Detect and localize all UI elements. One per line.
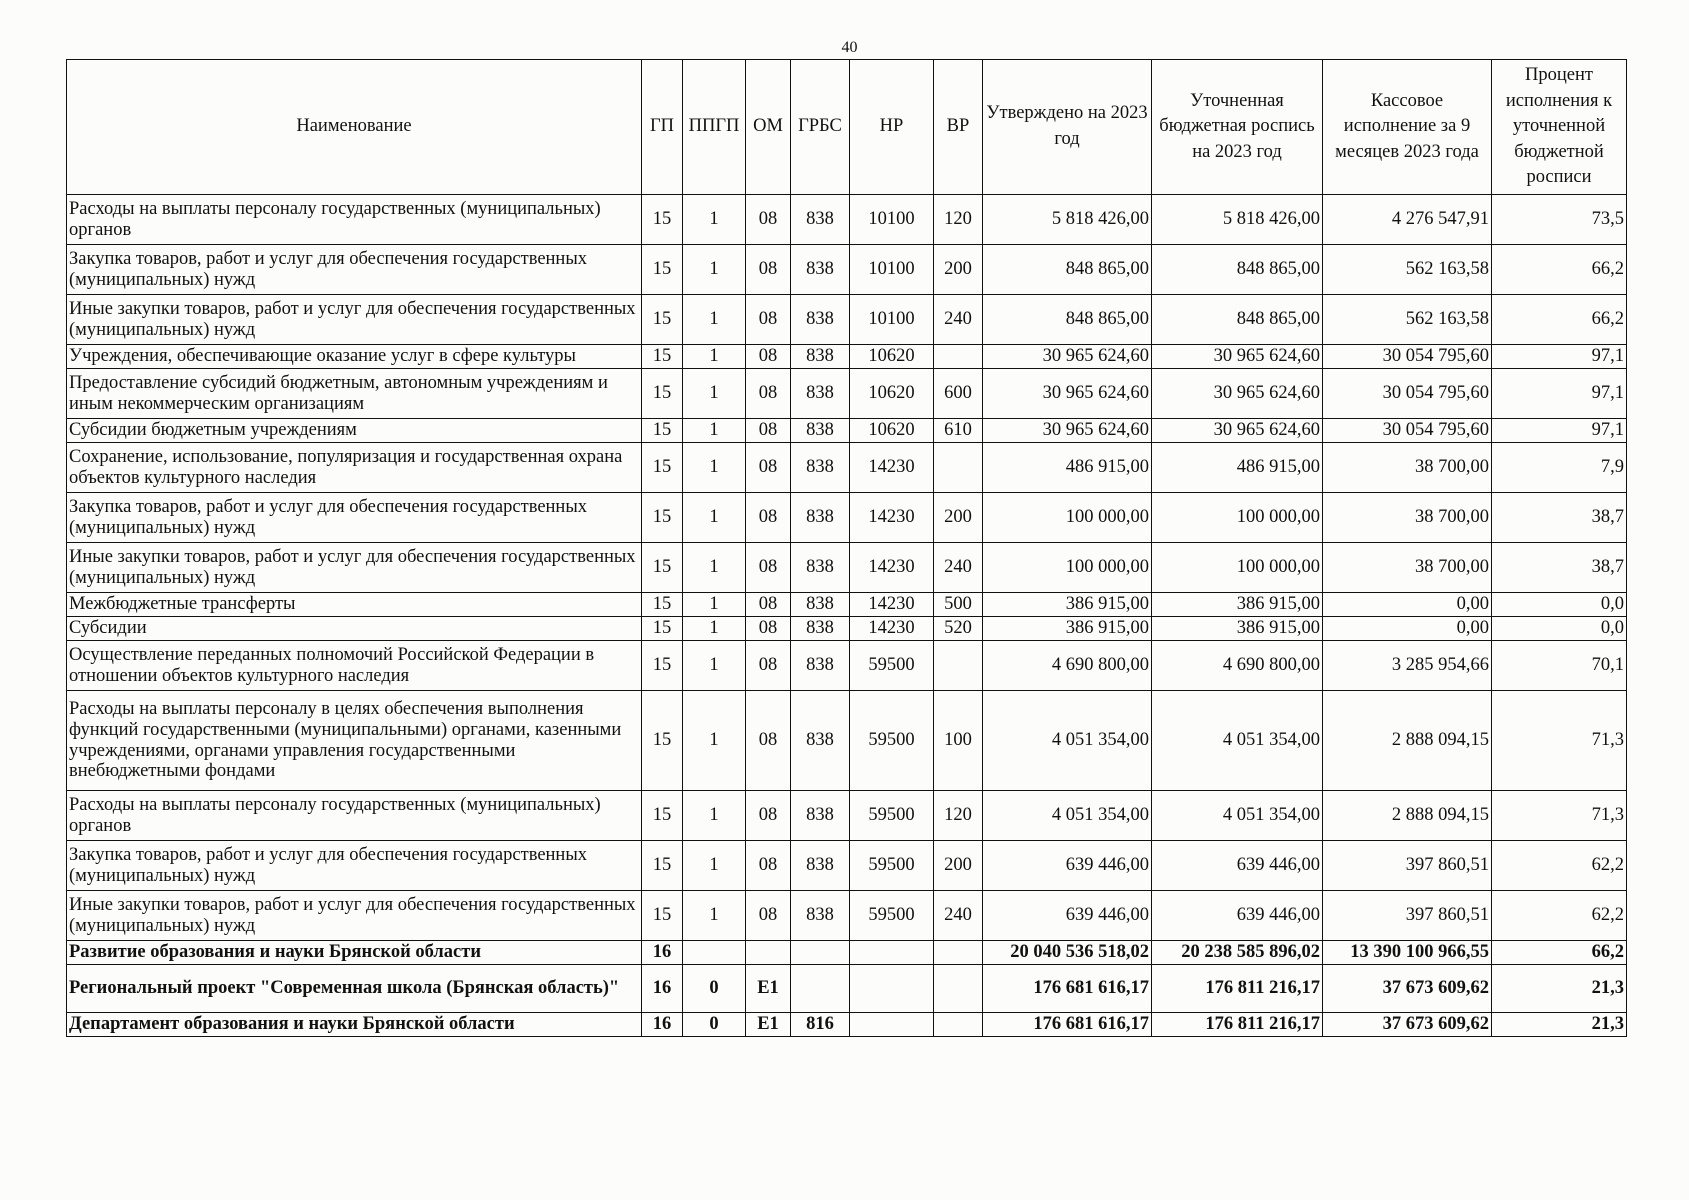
header-gp: ГП: [642, 60, 683, 195]
row-executed: 38 700,00: [1323, 543, 1492, 593]
row-approved: 5 818 426,00: [983, 195, 1152, 245]
header-vr: ВР: [934, 60, 983, 195]
table-row: [67, 641, 1627, 691]
row-gp: 15: [642, 891, 683, 941]
row-grbs: 838: [791, 245, 850, 295]
row-grbs: 838: [791, 617, 850, 641]
row-approved: 176 681 616,17: [983, 1013, 1152, 1037]
row-executed: 38 700,00: [1323, 493, 1492, 543]
row-refined: 100 000,00: [1152, 493, 1323, 543]
row-gp: 15: [642, 617, 683, 641]
row-ppgp: 1: [683, 195, 746, 245]
row-name: Развитие образования и науки Брянской области: [67, 941, 642, 965]
row-grbs: 838: [791, 891, 850, 941]
row-name: Департамент образования и науки Брянской области: [67, 1013, 642, 1037]
row-ppgp: 1: [683, 245, 746, 295]
row-name: Межбюджетные трансферты: [67, 593, 642, 617]
row-refined: 176 811 216,17: [1152, 1013, 1323, 1037]
row-ppgp: 1: [683, 419, 746, 443]
row-gp: 15: [642, 419, 683, 443]
row-grbs: 838: [791, 369, 850, 419]
row-grbs: 838: [791, 419, 850, 443]
row-name: Закупка товаров, работ и услуг для обеспечения государственных (муниципальных) нужд: [67, 841, 642, 891]
row-approved: 4 051 354,00: [983, 691, 1152, 791]
row-name: Закупка товаров, работ и услуг для обеспечения государственных (муниципальных) нужд: [67, 493, 642, 543]
row-om: 08: [746, 543, 791, 593]
table-row: [67, 369, 1627, 419]
row-vr: 200: [934, 841, 983, 891]
header-executed: Кассовое исполнение за 9 месяцев 2023 года: [1323, 60, 1492, 195]
row-om: 08: [746, 641, 791, 691]
row-nr: 59500: [850, 891, 934, 941]
row-nr: 10620: [850, 419, 934, 443]
row-om: 08: [746, 295, 791, 345]
row-vr: 610: [934, 419, 983, 443]
row-percent: 7,9: [1492, 443, 1627, 493]
row-name: Осуществление переданных полномочий Российской Федерации в отношении объектов культурного наследия: [67, 641, 642, 691]
row-name: Иные закупки товаров, работ и услуг для обеспечения государственных (муниципальных) нужд: [67, 295, 642, 345]
row-nr: 10100: [850, 195, 934, 245]
row-refined: 639 446,00: [1152, 841, 1323, 891]
row-ppgp: 1: [683, 345, 746, 369]
row-refined: 386 915,00: [1152, 593, 1323, 617]
header-om: ОМ: [746, 60, 791, 195]
row-grbs: 838: [791, 593, 850, 617]
row-om: 08: [746, 345, 791, 369]
row-percent: 21,3: [1492, 965, 1627, 1013]
row-om: 08: [746, 841, 791, 891]
row-name: Предоставление субсидий бюджетным, автономным учреждениям и иным некоммерческим организациям: [67, 369, 642, 419]
row-refined: 848 865,00: [1152, 295, 1323, 345]
table-row: [67, 245, 1627, 295]
row-executed: 2 888 094,15: [1323, 691, 1492, 791]
header-ppgp: ППГП: [683, 60, 746, 195]
table-row: [67, 493, 1627, 543]
row-refined: 4 051 354,00: [1152, 691, 1323, 791]
table-row: [67, 965, 1627, 1013]
row-om: 08: [746, 791, 791, 841]
row-om: E1: [746, 965, 791, 1013]
row-ppgp: 1: [683, 891, 746, 941]
row-gp: 15: [642, 295, 683, 345]
row-om: 08: [746, 891, 791, 941]
row-vr: [934, 1013, 983, 1037]
row-vr: 520: [934, 617, 983, 641]
row-ppgp: 1: [683, 593, 746, 617]
row-vr: 240: [934, 891, 983, 941]
row-grbs: 838: [791, 691, 850, 791]
row-grbs: 838: [791, 641, 850, 691]
table-row: [67, 617, 1627, 641]
row-om: 08: [746, 593, 791, 617]
row-grbs: 838: [791, 195, 850, 245]
row-percent: 97,1: [1492, 419, 1627, 443]
row-name: Расходы на выплаты персоналу государственных (муниципальных) органов: [67, 195, 642, 245]
row-vr: 120: [934, 195, 983, 245]
row-approved: 486 915,00: [983, 443, 1152, 493]
row-om: 08: [746, 369, 791, 419]
row-approved: 639 446,00: [983, 891, 1152, 941]
header-approved: Утверждено на 2023 год: [983, 60, 1152, 195]
row-gp: 15: [642, 593, 683, 617]
row-executed: 37 673 609,62: [1323, 965, 1492, 1013]
row-approved: 176 681 616,17: [983, 965, 1152, 1013]
row-om: 08: [746, 419, 791, 443]
row-vr: 600: [934, 369, 983, 419]
row-executed: 0,00: [1323, 593, 1492, 617]
table-row: [67, 543, 1627, 593]
row-gp: 15: [642, 841, 683, 891]
row-gp: 15: [642, 791, 683, 841]
row-grbs: 838: [791, 443, 850, 493]
row-refined: 20 238 585 896,02: [1152, 941, 1323, 965]
row-gp: 16: [642, 1013, 683, 1037]
row-nr: 59500: [850, 691, 934, 791]
row-executed: 30 054 795,60: [1323, 419, 1492, 443]
row-ppgp: 1: [683, 791, 746, 841]
row-grbs: 838: [791, 543, 850, 593]
row-om: 08: [746, 691, 791, 791]
row-percent: 66,2: [1492, 245, 1627, 295]
row-percent: 66,2: [1492, 941, 1627, 965]
row-nr: 14230: [850, 617, 934, 641]
row-nr: 14230: [850, 543, 934, 593]
row-nr: 10100: [850, 245, 934, 295]
row-percent: 73,5: [1492, 195, 1627, 245]
row-om: 08: [746, 443, 791, 493]
row-vr: 240: [934, 295, 983, 345]
row-executed: 38 700,00: [1323, 443, 1492, 493]
row-executed: 397 860,51: [1323, 891, 1492, 941]
row-percent: 66,2: [1492, 295, 1627, 345]
row-executed: 30 054 795,60: [1323, 369, 1492, 419]
table-row: [67, 1013, 1627, 1037]
row-vr: [934, 941, 983, 965]
row-gp: 15: [642, 443, 683, 493]
row-vr: [934, 345, 983, 369]
row-refined: 30 965 624,60: [1152, 419, 1323, 443]
row-gp: 16: [642, 941, 683, 965]
row-grbs: 838: [791, 841, 850, 891]
row-approved: 848 865,00: [983, 295, 1152, 345]
table-row: [67, 941, 1627, 965]
row-name: Субсидии: [67, 617, 642, 641]
table-row: [67, 891, 1627, 941]
row-name: Закупка товаров, работ и услуг для обеспечения государственных (муниципальных) нужд: [67, 245, 642, 295]
row-approved: 386 915,00: [983, 593, 1152, 617]
row-executed: 397 860,51: [1323, 841, 1492, 891]
row-name: Иные закупки товаров, работ и услуг для обеспечения государственных (муниципальных) нужд: [67, 891, 642, 941]
row-ppgp: 1: [683, 493, 746, 543]
row-percent: 62,2: [1492, 841, 1627, 891]
row-refined: 639 446,00: [1152, 891, 1323, 941]
header-nr: НР: [850, 60, 934, 195]
row-vr: 500: [934, 593, 983, 617]
table-row: [67, 691, 1627, 791]
header-grbs: ГРБС: [791, 60, 850, 195]
budget-table: [66, 59, 1627, 1037]
row-grbs: 816: [791, 1013, 850, 1037]
row-executed: 0,00: [1323, 617, 1492, 641]
row-approved: 100 000,00: [983, 543, 1152, 593]
row-nr: 59500: [850, 641, 934, 691]
row-percent: 97,1: [1492, 369, 1627, 419]
row-percent: 70,1: [1492, 641, 1627, 691]
row-om: 08: [746, 493, 791, 543]
row-nr: [850, 941, 934, 965]
row-approved: 20 040 536 518,02: [983, 941, 1152, 965]
row-executed: 30 054 795,60: [1323, 345, 1492, 369]
table-row: [67, 295, 1627, 345]
row-nr: 10620: [850, 345, 934, 369]
row-executed: 37 673 609,62: [1323, 1013, 1492, 1037]
row-refined: 4 690 800,00: [1152, 641, 1323, 691]
row-gp: 16: [642, 965, 683, 1013]
table-row: [67, 791, 1627, 841]
row-vr: [934, 965, 983, 1013]
row-nr: 14230: [850, 443, 934, 493]
row-approved: 30 965 624,60: [983, 345, 1152, 369]
row-refined: 4 051 354,00: [1152, 791, 1323, 841]
row-approved: 30 965 624,60: [983, 369, 1152, 419]
row-om: 08: [746, 245, 791, 295]
row-om: [746, 941, 791, 965]
header-percent: Процент исполнения к уточненной бюджетной росписи: [1492, 60, 1627, 195]
row-executed: 2 888 094,15: [1323, 791, 1492, 841]
header-refined: Уточненная бюджетная роспись на 2023 год: [1152, 60, 1323, 195]
row-grbs: 838: [791, 493, 850, 543]
row-nr: 59500: [850, 841, 934, 891]
row-om: 08: [746, 617, 791, 641]
row-approved: 4 051 354,00: [983, 791, 1152, 841]
row-executed: 562 163,58: [1323, 295, 1492, 345]
row-name: Сохранение, использование, популяризация и государственная охрана объектов культурного наследия: [67, 443, 642, 493]
row-ppgp: 0: [683, 965, 746, 1013]
row-refined: 386 915,00: [1152, 617, 1323, 641]
table-row: [67, 419, 1627, 443]
row-ppgp: 1: [683, 641, 746, 691]
row-nr: 59500: [850, 791, 934, 841]
row-percent: 38,7: [1492, 543, 1627, 593]
page-number: 40: [841, 39, 858, 56]
row-grbs: [791, 941, 850, 965]
table-row: [67, 443, 1627, 493]
row-ppgp: 0: [683, 1013, 746, 1037]
table-row: [67, 195, 1627, 245]
row-percent: 0,0: [1492, 617, 1627, 641]
header-name: Наименование: [67, 60, 642, 195]
row-percent: 71,3: [1492, 791, 1627, 841]
row-name: Расходы на выплаты персоналу в целях обеспечения выполнения функций государственными (муниципальными) органами, казенными учреждениями, органами управления государственными внебюджетными фондами: [67, 691, 642, 791]
table-header-row: [67, 60, 1627, 195]
row-gp: 15: [642, 345, 683, 369]
row-approved: 100 000,00: [983, 493, 1152, 543]
row-ppgp: 1: [683, 295, 746, 345]
row-refined: 30 965 624,60: [1152, 369, 1323, 419]
row-nr: [850, 1013, 934, 1037]
row-percent: 62,2: [1492, 891, 1627, 941]
row-percent: 0,0: [1492, 593, 1627, 617]
row-grbs: [791, 965, 850, 1013]
row-refined: 486 915,00: [1152, 443, 1323, 493]
row-name: Субсидии бюджетным учреждениям: [67, 419, 642, 443]
row-grbs: 838: [791, 295, 850, 345]
row-vr: 200: [934, 493, 983, 543]
row-grbs: 838: [791, 345, 850, 369]
row-om: E1: [746, 1013, 791, 1037]
row-grbs: 838: [791, 791, 850, 841]
row-executed: 13 390 100 966,55: [1323, 941, 1492, 965]
row-name: Учреждения, обеспечивающие оказание услуг в сфере культуры: [67, 345, 642, 369]
row-vr: [934, 641, 983, 691]
table-row: [67, 841, 1627, 891]
row-ppgp: [683, 941, 746, 965]
row-approved: 848 865,00: [983, 245, 1152, 295]
row-approved: 30 965 624,60: [983, 419, 1152, 443]
row-ppgp: 1: [683, 691, 746, 791]
row-percent: 21,3: [1492, 1013, 1627, 1037]
row-vr: 240: [934, 543, 983, 593]
row-name: Иные закупки товаров, работ и услуг для обеспечения государственных (муниципальных) нужд: [67, 543, 642, 593]
row-refined: 176 811 216,17: [1152, 965, 1323, 1013]
row-nr: 14230: [850, 493, 934, 543]
row-gp: 15: [642, 493, 683, 543]
row-gp: 15: [642, 641, 683, 691]
row-ppgp: 1: [683, 543, 746, 593]
row-ppgp: 1: [683, 841, 746, 891]
row-gp: 15: [642, 369, 683, 419]
row-nr: [850, 965, 934, 1013]
row-gp: 15: [642, 245, 683, 295]
row-percent: 97,1: [1492, 345, 1627, 369]
row-ppgp: 1: [683, 369, 746, 419]
row-refined: 5 818 426,00: [1152, 195, 1323, 245]
row-gp: 15: [642, 543, 683, 593]
row-nr: 10100: [850, 295, 934, 345]
row-name: Региональный проект "Современная школа (Брянская область)": [67, 965, 642, 1013]
row-approved: 639 446,00: [983, 841, 1152, 891]
row-vr: 120: [934, 791, 983, 841]
row-refined: 100 000,00: [1152, 543, 1323, 593]
row-executed: 562 163,58: [1323, 245, 1492, 295]
row-vr: 200: [934, 245, 983, 295]
row-vr: 100: [934, 691, 983, 791]
row-om: 08: [746, 195, 791, 245]
row-vr: [934, 443, 983, 493]
row-refined: 30 965 624,60: [1152, 345, 1323, 369]
row-approved: 4 690 800,00: [983, 641, 1152, 691]
row-approved: 386 915,00: [983, 617, 1152, 641]
row-gp: 15: [642, 195, 683, 245]
row-percent: 38,7: [1492, 493, 1627, 543]
row-executed: 3 285 954,66: [1323, 641, 1492, 691]
row-name: Расходы на выплаты персоналу государственных (муниципальных) органов: [67, 791, 642, 841]
table-row: [67, 345, 1627, 369]
row-nr: 14230: [850, 593, 934, 617]
row-ppgp: 1: [683, 443, 746, 493]
row-percent: 71,3: [1492, 691, 1627, 791]
row-refined: 848 865,00: [1152, 245, 1323, 295]
table-row: [67, 593, 1627, 617]
row-gp: 15: [642, 691, 683, 791]
row-ppgp: 1: [683, 617, 746, 641]
row-executed: 4 276 547,91: [1323, 195, 1492, 245]
row-nr: 10620: [850, 369, 934, 419]
